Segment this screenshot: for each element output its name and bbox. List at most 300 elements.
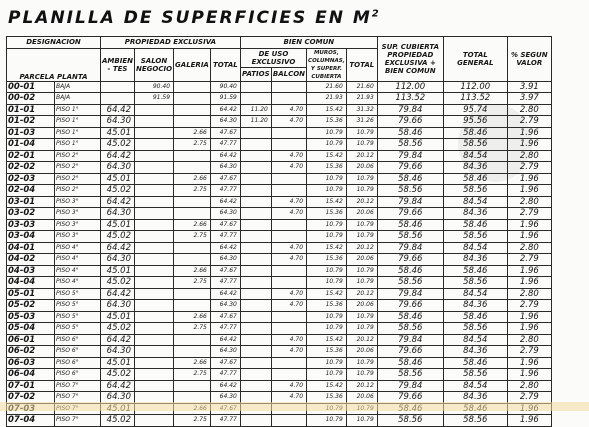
cell-pat — [240, 357, 271, 369]
cell-pat — [240, 93, 271, 105]
cell-totbc: 20.06 — [346, 300, 377, 312]
cell-totbc: 10.79 — [346, 265, 377, 277]
cell-gen: 58.56 — [443, 277, 507, 289]
cell-gal — [174, 346, 211, 358]
cell-parcela: 04-02 — [7, 254, 55, 266]
cell-parcela: 06-04 — [7, 369, 55, 381]
cell-gal: 2.75 — [174, 277, 211, 289]
cell-bal — [271, 185, 306, 197]
table-row — [7, 346, 552, 358]
cell-gal: 2.75 — [174, 369, 211, 381]
cell-planta: PISO 1° — [55, 139, 101, 151]
cell-totbc: 20.12 — [346, 288, 377, 300]
cell-bal: 4.70 — [271, 208, 306, 220]
cell-salon — [135, 150, 174, 162]
cell-parcela: 07-01 — [7, 380, 55, 392]
cell-sup: 79.84 — [377, 288, 443, 300]
cell-pct: 2.80 — [507, 150, 551, 162]
cell-tot: 90.40 — [210, 81, 240, 93]
cell-bal — [271, 369, 306, 381]
cell-amb: 45.02 — [101, 415, 135, 427]
cell-muros: 10.79 — [307, 369, 347, 381]
cell-bal: 4.70 — [271, 196, 306, 208]
cell-pat: 11.20 — [240, 104, 271, 116]
cell-sup: 58.46 — [377, 127, 443, 139]
cell-tot: 64.30 — [210, 392, 240, 404]
cell-gen: 84.36 — [443, 254, 507, 266]
cell-amb: 45.01 — [101, 265, 135, 277]
cell-totbc: 20.06 — [346, 346, 377, 358]
cell-parcela: 02-02 — [7, 162, 55, 174]
cell-tot: 64.30 — [210, 300, 240, 312]
cell-amb: 64.42 — [101, 104, 135, 116]
cell-totbc: 20.12 — [346, 150, 377, 162]
cell-pat — [240, 127, 271, 139]
cell-salon — [135, 346, 174, 358]
table-row — [7, 277, 552, 289]
cell-gen: 84.36 — [443, 392, 507, 404]
cell-salon — [135, 254, 174, 266]
cell-salon — [135, 334, 174, 346]
cell-sup: 79.66 — [377, 254, 443, 266]
cell-gen: 58.56 — [443, 323, 507, 335]
cell-parcela: 01-01 — [7, 104, 55, 116]
cell-bal: 4.70 — [271, 150, 306, 162]
cell-planta: PISO 5° — [55, 311, 101, 323]
header-pct: % SEGUN VALOR — [507, 37, 551, 82]
cell-gal — [174, 242, 211, 254]
cell-totbc: 20.12 — [346, 196, 377, 208]
cell-salon — [135, 380, 174, 392]
cell-salon — [135, 357, 174, 369]
cell-muros: 15.36 — [307, 208, 347, 220]
cell-sup: 58.56 — [377, 369, 443, 381]
cell-pct: 1.96 — [507, 231, 551, 243]
cell-planta: PISO 4° — [55, 254, 101, 266]
cell-tot: 64.42 — [210, 104, 240, 116]
cell-sup: 112.00 — [377, 81, 443, 93]
cell-pct: 1.96 — [507, 415, 551, 427]
cell-sup: 58.46 — [377, 265, 443, 277]
cell-salon — [135, 415, 174, 427]
cell-muros: 10.79 — [307, 127, 347, 139]
title-unit-exponent: 2 — [371, 8, 381, 20]
header-designacion: DESIGNACION — [7, 37, 101, 49]
header-balcon: BALCON — [271, 68, 306, 81]
cell-amb: 45.01 — [101, 127, 135, 139]
cell-amb: 64.30 — [101, 254, 135, 266]
cell-muros: 15.36 — [307, 162, 347, 174]
cell-muros: 10.79 — [307, 323, 347, 335]
cell-planta: PISO 5° — [55, 288, 101, 300]
cell-sup: 113.52 — [377, 93, 443, 105]
cell-sup: 79.66 — [377, 116, 443, 128]
cell-muros: 15.36 — [307, 346, 347, 358]
cell-tot: 47.67 — [210, 357, 240, 369]
cell-amb: 45.02 — [101, 277, 135, 289]
cell-salon — [135, 311, 174, 323]
cell-planta: PISO 7° — [55, 415, 101, 427]
cell-gal: 2.66 — [174, 219, 211, 231]
cell-planta: PISO 2° — [55, 150, 101, 162]
cell-pat: 11.20 — [240, 116, 271, 128]
cell-salon — [135, 127, 174, 139]
cell-planta: PISO 4° — [55, 277, 101, 289]
cell-tot: 47.67 — [210, 127, 240, 139]
cell-totbc: 31.26 — [346, 116, 377, 128]
cell-pct: 2.79 — [507, 300, 551, 312]
cell-muros: 10.79 — [307, 357, 347, 369]
cell-tot: 47.77 — [210, 277, 240, 289]
cell-planta: PISO 3° — [55, 208, 101, 220]
cell-amb: 45.01 — [101, 311, 135, 323]
cell-salon: 90.40 — [135, 81, 174, 93]
cell-sup: 58.46 — [377, 219, 443, 231]
cell-parcela: 06-03 — [7, 357, 55, 369]
table-row — [7, 334, 552, 346]
cell-pat — [240, 346, 271, 358]
cell-gen: 58.56 — [443, 185, 507, 197]
cell-totbc: 10.79 — [346, 415, 377, 427]
cell-muros: 15.42 — [307, 288, 347, 300]
cell-amb: 64.42 — [101, 150, 135, 162]
cell-totbc: 10.79 — [346, 311, 377, 323]
cell-pat — [240, 185, 271, 197]
cell-parcela: 05-03 — [7, 311, 55, 323]
cell-planta: PISO 1° — [55, 104, 101, 116]
cell-gen: 84.36 — [443, 346, 507, 358]
cell-pat — [240, 242, 271, 254]
cell-gen: 58.56 — [443, 231, 507, 243]
cell-tot: 64.42 — [210, 288, 240, 300]
cell-gal — [174, 81, 211, 93]
cell-planta: PISO 7° — [55, 380, 101, 392]
cell-pat — [240, 173, 271, 185]
cell-pat — [240, 265, 271, 277]
cell-sup: 58.56 — [377, 185, 443, 197]
cell-parcela: 00-01 — [7, 81, 55, 93]
table-row — [7, 185, 552, 197]
cell-bal: 4.70 — [271, 346, 306, 358]
table-row — [7, 81, 552, 93]
cell-gal — [174, 104, 211, 116]
cell-amb: 64.42 — [101, 196, 135, 208]
cell-sup: 58.56 — [377, 277, 443, 289]
header-muros: MUROS, COLUMNAS, Y SUPERF. CUBIERTA — [308, 49, 345, 80]
cell-salon — [135, 288, 174, 300]
cell-amb: 64.42 — [101, 288, 135, 300]
cell-pat — [240, 196, 271, 208]
cell-gen: 58.46 — [443, 219, 507, 231]
cell-amb: 64.30 — [101, 116, 135, 128]
cell-muros: 15.42 — [307, 104, 347, 116]
cell-tot: 64.42 — [210, 196, 240, 208]
cell-tot: 47.77 — [210, 185, 240, 197]
header-bien-comun: BIEN COMUN — [240, 37, 377, 49]
cell-gen: 113.52 — [443, 93, 507, 105]
cell-tot: 64.42 — [210, 150, 240, 162]
cell-totbc: 10.79 — [346, 357, 377, 369]
cell-amb: 45.02 — [101, 185, 135, 197]
cell-planta: PISO 1° — [55, 116, 101, 128]
table-row — [7, 265, 552, 277]
cell-gal: 2.66 — [174, 265, 211, 277]
cell-gen: 84.36 — [443, 300, 507, 312]
cell-muros: 15.42 — [307, 196, 347, 208]
cell-pct: 2.79 — [507, 346, 551, 358]
page-title — [8, 8, 381, 28]
cell-salon — [135, 116, 174, 128]
cell-salon — [135, 162, 174, 174]
cell-planta: PISO 3° — [55, 219, 101, 231]
cell-parcela: 06-01 — [7, 334, 55, 346]
cell-totbc: 10.79 — [346, 127, 377, 139]
cell-parcela: 05-02 — [7, 300, 55, 312]
cell-bal — [271, 415, 306, 427]
table-row — [7, 369, 552, 381]
cell-bal: 4.70 — [271, 116, 306, 128]
cell-pat — [240, 300, 271, 312]
cell-bal — [271, 81, 306, 93]
table-row — [7, 196, 552, 208]
cell-muros: 21.60 — [307, 81, 347, 93]
cell-amb: 64.42 — [101, 334, 135, 346]
table-row — [7, 323, 552, 335]
cell-salon — [135, 277, 174, 289]
cell-gal — [174, 150, 211, 162]
cell-salon: 91.59 — [135, 93, 174, 105]
cell-gal — [174, 288, 211, 300]
header-parcela: PARCELA — [19, 72, 55, 81]
table-row — [7, 162, 552, 174]
cell-salon — [135, 196, 174, 208]
cell-totbc: 20.06 — [346, 254, 377, 266]
cell-tot: 47.67 — [210, 173, 240, 185]
cell-gen: 58.56 — [443, 139, 507, 151]
cell-salon — [135, 208, 174, 220]
cell-planta: PISO 5° — [55, 323, 101, 335]
cell-pat — [240, 369, 271, 381]
cell-muros: 10.79 — [307, 231, 347, 243]
cell-gen: 58.46 — [443, 173, 507, 185]
cell-sup: 79.66 — [377, 300, 443, 312]
cell-pat — [240, 162, 271, 174]
cell-gen: 84.36 — [443, 208, 507, 220]
cell-muros: 15.42 — [307, 242, 347, 254]
cell-tot: 47.67 — [210, 265, 240, 277]
cell-planta: PISO 6° — [55, 357, 101, 369]
cell-muros: 21.93 — [307, 93, 347, 105]
cell-pat — [240, 380, 271, 392]
cell-muros: 10.79 — [307, 265, 347, 277]
header-uso-exclusivo: DE USO EXCLUSIVO — [240, 48, 306, 68]
cell-totbc: 21.60 — [346, 81, 377, 93]
cell-totbc: 10.79 — [346, 231, 377, 243]
cell-parcela: 05-01 — [7, 288, 55, 300]
table-row — [7, 104, 552, 116]
cell-parcela: 03-02 — [7, 208, 55, 220]
cell-planta: BAJA — [55, 81, 101, 93]
cell-salon — [135, 242, 174, 254]
cell-gal — [174, 93, 211, 105]
cell-pct: 2.80 — [507, 380, 551, 392]
cell-salon — [135, 173, 174, 185]
cell-parcela: 01-02 — [7, 116, 55, 128]
cell-totbc: 20.12 — [346, 242, 377, 254]
cell-parcela: 02-04 — [7, 185, 55, 197]
cell-totbc: 10.79 — [346, 139, 377, 151]
cell-pct: 2.79 — [507, 162, 551, 174]
cell-totbc: 31.32 — [346, 104, 377, 116]
header-parcela-planta — [7, 48, 101, 81]
cell-amb: 64.30 — [101, 392, 135, 404]
cell-pct: 1.96 — [507, 265, 551, 277]
cell-amb — [101, 81, 135, 93]
cell-muros: 10.79 — [307, 415, 347, 427]
cell-gen: 84.54 — [443, 288, 507, 300]
cell-gal — [174, 334, 211, 346]
cell-muros: 10.79 — [307, 173, 347, 185]
cell-gal — [174, 162, 211, 174]
header-patios: PATIOS — [240, 68, 271, 81]
cell-pat — [240, 254, 271, 266]
cell-bal: 4.70 — [271, 334, 306, 346]
cell-pct: 1.96 — [507, 185, 551, 197]
cell-sup: 79.84 — [377, 104, 443, 116]
header-salon: SALON NEGOCIO — [135, 48, 174, 81]
cell-gen: 58.56 — [443, 415, 507, 427]
cell-bal: 4.70 — [271, 300, 306, 312]
table-row — [7, 93, 552, 105]
cell-sup: 79.66 — [377, 208, 443, 220]
cell-amb: 45.02 — [101, 323, 135, 335]
table-row — [7, 208, 552, 220]
cell-bal: 4.70 — [271, 288, 306, 300]
cell-gal: 2.75 — [174, 139, 211, 151]
cell-totbc: 10.79 — [346, 219, 377, 231]
cell-planta: PISO 2° — [55, 173, 101, 185]
table-row — [7, 254, 552, 266]
cell-planta: PISO 3° — [55, 231, 101, 243]
cell-gen: 95.74 — [443, 104, 507, 116]
cell-pct: 3.97 — [507, 93, 551, 105]
cell-salon — [135, 369, 174, 381]
header-propiedad: PROPIEDAD EXCLUSIVA — [101, 37, 241, 49]
cell-sup: 79.66 — [377, 346, 443, 358]
cell-totbc: 10.79 — [346, 185, 377, 197]
cell-gal: 2.66 — [174, 311, 211, 323]
cell-bal — [271, 93, 306, 105]
cell-bal: 4.70 — [271, 162, 306, 174]
cell-muros: 10.79 — [307, 311, 347, 323]
cell-muros: 15.42 — [307, 334, 347, 346]
cell-sup: 58.56 — [377, 415, 443, 427]
cell-tot: 47.67 — [210, 311, 240, 323]
cell-sup: 79.84 — [377, 242, 443, 254]
cell-planta: PISO 5° — [55, 300, 101, 312]
cell-gal — [174, 254, 211, 266]
cell-pct: 1.96 — [507, 311, 551, 323]
cell-pct: 1.96 — [507, 369, 551, 381]
cell-parcela: 02-01 — [7, 150, 55, 162]
cell-pat — [240, 288, 271, 300]
cell-totbc: 20.06 — [346, 392, 377, 404]
cell-tot: 64.42 — [210, 334, 240, 346]
cell-totbc: 20.12 — [346, 334, 377, 346]
cell-pct: 2.79 — [507, 116, 551, 128]
cell-bal: 4.70 — [271, 242, 306, 254]
cell-gen: 84.54 — [443, 196, 507, 208]
cell-planta: PISO 2° — [55, 185, 101, 197]
cell-parcela: 04-03 — [7, 265, 55, 277]
cell-gal: 2.66 — [174, 127, 211, 139]
cell-gen: 84.54 — [443, 380, 507, 392]
cell-sup: 79.84 — [377, 150, 443, 162]
cell-salon — [135, 104, 174, 116]
cell-sup: 79.66 — [377, 162, 443, 174]
table-row — [7, 231, 552, 243]
cell-gal: 2.66 — [174, 173, 211, 185]
table-row — [7, 242, 552, 254]
cell-amb: 64.42 — [101, 380, 135, 392]
cell-salon — [135, 185, 174, 197]
cell-totbc: 20.06 — [346, 162, 377, 174]
header-row-1 — [7, 37, 552, 49]
cell-tot: 47.77 — [210, 231, 240, 243]
cell-gal: 2.66 — [174, 357, 211, 369]
cell-amb: 64.30 — [101, 162, 135, 174]
cell-salon — [135, 300, 174, 312]
cell-parcela: 03-01 — [7, 196, 55, 208]
cell-salon — [135, 219, 174, 231]
cell-bal — [271, 127, 306, 139]
cell-sup: 58.46 — [377, 173, 443, 185]
cell-amb: 64.42 — [101, 242, 135, 254]
cell-planta: PISO 6° — [55, 334, 101, 346]
cell-muros: 15.36 — [307, 392, 347, 404]
cell-muros: 15.36 — [307, 116, 347, 128]
surfaces-table — [6, 36, 552, 427]
cell-parcela: 03-03 — [7, 219, 55, 231]
cell-bal — [271, 139, 306, 151]
cell-bal — [271, 231, 306, 243]
cell-gal: 2.75 — [174, 323, 211, 335]
cell-totbc: 10.79 — [346, 323, 377, 335]
cell-salon — [135, 231, 174, 243]
cell-bal — [271, 219, 306, 231]
cell-sup: 58.56 — [377, 139, 443, 151]
cell-amb: 64.30 — [101, 300, 135, 312]
table-row — [7, 380, 552, 392]
cell-gen: 58.46 — [443, 311, 507, 323]
cell-pct: 2.80 — [507, 104, 551, 116]
row-highlight — [0, 402, 589, 411]
cell-sup: 58.56 — [377, 323, 443, 335]
cell-gen: 84.36 — [443, 162, 507, 174]
cell-pat — [240, 334, 271, 346]
cell-gal — [174, 116, 211, 128]
cell-pct: 1.96 — [507, 139, 551, 151]
cell-planta: PISO 3° — [55, 196, 101, 208]
cell-planta: PISO 6° — [55, 346, 101, 358]
cell-planta: PISO 4° — [55, 242, 101, 254]
cell-planta: PISO 4° — [55, 265, 101, 277]
cell-pct: 2.80 — [507, 288, 551, 300]
table-row — [7, 116, 552, 128]
cell-tot: 47.77 — [210, 323, 240, 335]
cell-tot: 64.30 — [210, 162, 240, 174]
cell-bal — [271, 265, 306, 277]
